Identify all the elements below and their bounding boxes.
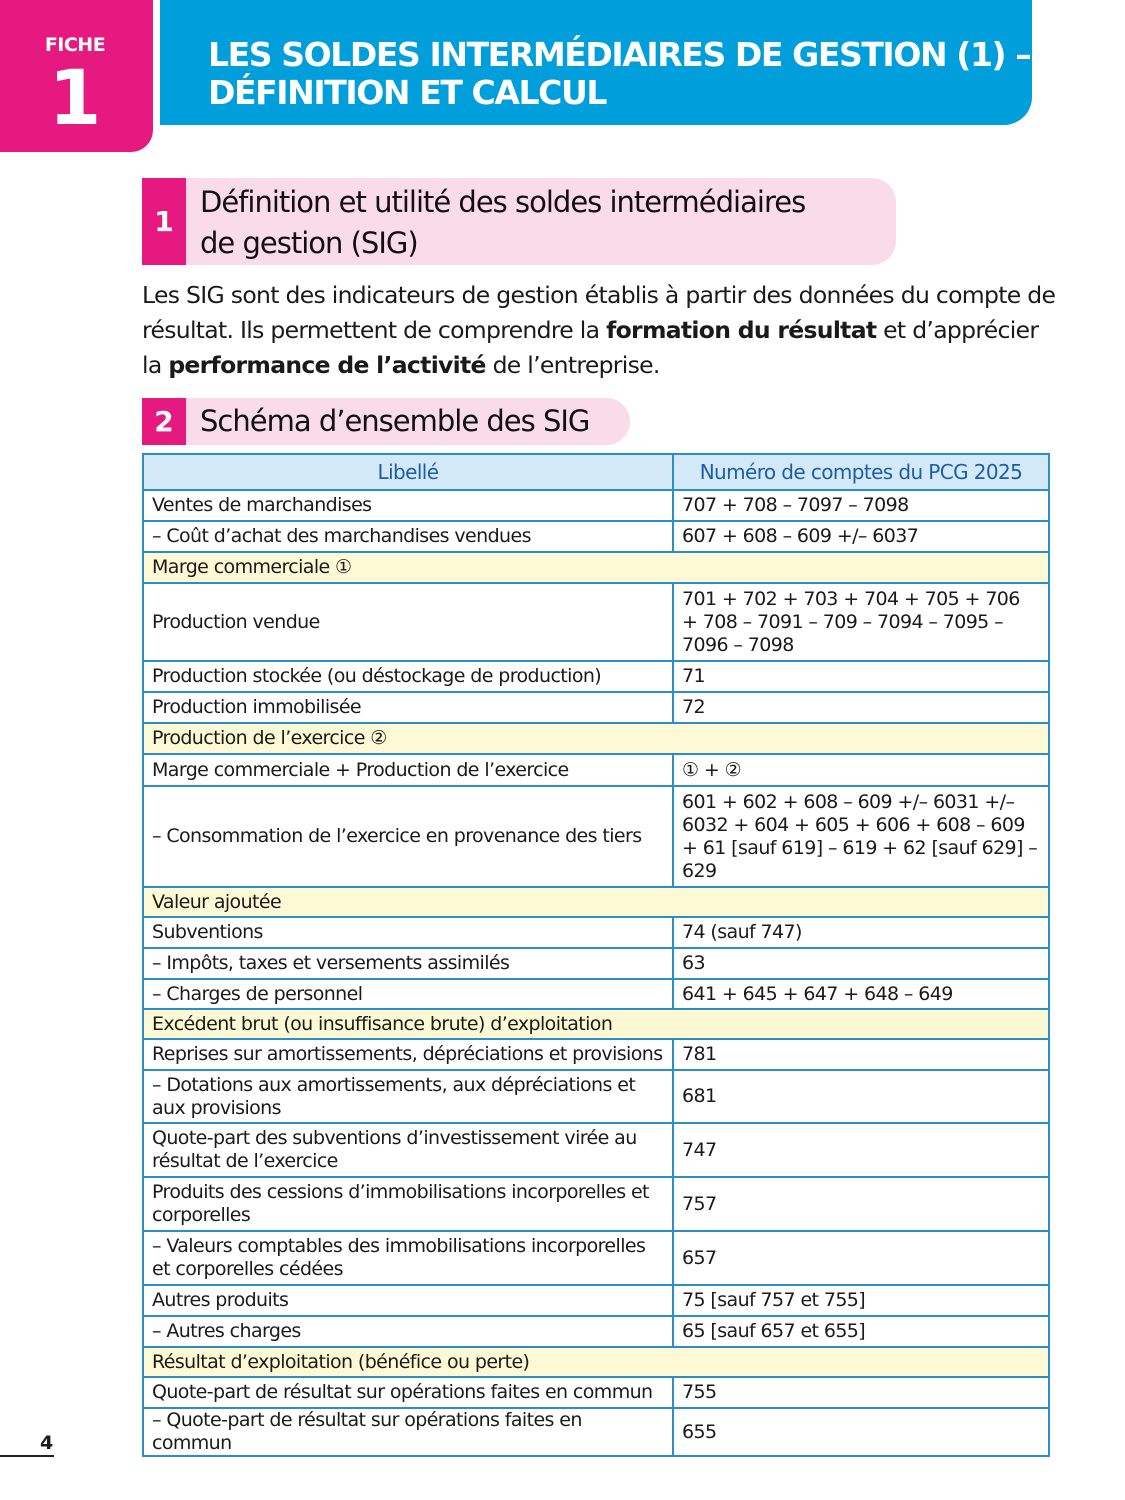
column-header-accounts: Numéro de comptes du PCG 2025 — [673, 454, 1049, 490]
page-title — [208, 36, 1030, 112]
intro-text: Les SIG sont des indicateurs de gestion établis à partir des données du compte de résultat. Ils permettent de comprendre la — [142, 281, 1056, 344]
row-accounts: 657 — [673, 1231, 1049, 1285]
intro-text: de l’entreprise. — [485, 351, 660, 379]
page-number: 4 — [40, 1432, 54, 1454]
table-row — [143, 1285, 1049, 1316]
title-line-2: DÉFINITION ET CALCUL — [208, 73, 606, 112]
subtotal-label: Excédent brut (ou insuffisance brute) d’exploitation — [143, 1009, 1049, 1039]
row-accounts: 681 — [673, 1070, 1049, 1123]
row-label: Production stockée (ou déstockage de production) — [143, 661, 673, 692]
row-accounts: 755 — [673, 1377, 1049, 1408]
title-banner — [160, 0, 1032, 125]
row-label: Ventes de marchandises — [143, 490, 673, 521]
row-label: Production vendue — [143, 583, 673, 661]
title-line-1: LES SOLDES INTERMÉDIAIRES DE GESTION (1) – — [208, 35, 1031, 74]
row-label: – Autres charges — [143, 1316, 673, 1347]
row-label: Quote-part des subventions d’investissement virée au résultat de l’exercice — [143, 1123, 673, 1177]
column-header-libelle: Libellé — [143, 454, 673, 490]
row-accounts: ① + ② — [673, 754, 1049, 786]
row-accounts: 747 — [673, 1123, 1049, 1177]
row-label: Quote-part de résultat sur opérations faites en commun — [143, 1377, 673, 1408]
section-number: 1 — [142, 178, 186, 265]
table-row — [143, 1070, 1049, 1123]
row-accounts: 65 [sauf 657 et 655] — [673, 1316, 1049, 1347]
table-row — [143, 661, 1049, 692]
table-row — [143, 1123, 1049, 1177]
fiche-number: 1 — [48, 53, 102, 142]
row-label: – Coût d’achat des marchandises vendues — [143, 521, 673, 552]
table-row — [143, 1408, 1049, 1456]
row-label: Produits des cessions d’immobilisations incorporelles et corporelles — [143, 1177, 673, 1231]
table-row — [143, 786, 1049, 887]
row-label: – Consommation de l’exercice en provenance des tiers — [143, 786, 673, 887]
row-label: Subventions — [143, 917, 673, 948]
row-label: – Charges de personnel — [143, 979, 673, 1009]
subtotal-label: Marge commerciale ① — [143, 552, 1049, 583]
subtotal-row — [143, 723, 1049, 754]
row-accounts: 701 + 702 + 703 + 704 + 705 + 706 + 708 – 7091 – 709 – 7094 – 7095 – 7096 – 7098 — [673, 583, 1049, 661]
table-row — [143, 1177, 1049, 1231]
table-row — [143, 1231, 1049, 1285]
sig-table — [142, 453, 1050, 1457]
row-label: Autres produits — [143, 1285, 673, 1316]
section-2-heading — [142, 398, 630, 445]
section-title-line-2: de gestion (SIG) — [200, 226, 418, 260]
intro-bold: formation du résultat — [606, 316, 877, 344]
row-accounts: 75 [sauf 757 et 755] — [673, 1285, 1049, 1316]
subtotal-label: Production de l’exercice ② — [143, 723, 1049, 754]
table-row — [143, 583, 1049, 661]
row-accounts: 641 + 645 + 647 + 648 – 649 — [673, 979, 1049, 1009]
row-label: – Dotations aux amortissements, aux dépréciations et aux provisions — [143, 1070, 673, 1123]
row-accounts: 72 — [673, 692, 1049, 723]
row-accounts: 707 + 708 – 7097 – 7098 — [673, 490, 1049, 521]
intro-paragraph — [142, 278, 1057, 383]
row-label: – Quote-part de résultat sur opérations faites en commun — [143, 1408, 673, 1456]
row-accounts: 781 — [673, 1039, 1049, 1070]
fiche-label: FICHE — [44, 34, 106, 56]
row-accounts: 601 + 602 + 608 – 609 +/– 6031 +/– 6032 + 604 + 605 + 606 + 608 – 609 + 61 [sauf 619] – 619 + 62 [sauf 629] – 629 — [673, 786, 1049, 887]
table-row — [143, 979, 1049, 1009]
section-title: Schéma d’ensemble des SIG — [200, 404, 590, 438]
row-label: – Impôts, taxes et versements assimilés — [143, 948, 673, 979]
table-row — [143, 1039, 1049, 1070]
subtotal-row — [143, 1009, 1049, 1039]
row-accounts: 74 (sauf 747) — [673, 917, 1049, 948]
subtotal-row — [143, 887, 1049, 917]
table-row — [143, 917, 1049, 948]
row-label: Reprises sur amortissements, dépréciations et provisions — [143, 1039, 673, 1070]
row-accounts: 655 — [673, 1408, 1049, 1456]
row-accounts: 63 — [673, 948, 1049, 979]
row-accounts: 71 — [673, 661, 1049, 692]
section-title-line-1: Définition et utilité des soldes intermédiaires — [200, 185, 806, 219]
row-accounts: 607 + 608 – 609 +/– 6037 — [673, 521, 1049, 552]
subtotal-label: Valeur ajoutée — [143, 887, 1049, 917]
intro-text: et d’apprécier la — [142, 316, 1039, 379]
row-label: Marge commerciale + Production de l’exercice — [143, 754, 673, 786]
subtotal-label: Résultat d’exploitation (bénéfice ou perte) — [143, 1347, 1049, 1377]
row-label: – Valeurs comptables des immobilisations incorporelles et corporelles cédées — [143, 1231, 673, 1285]
subtotal-row — [143, 1347, 1049, 1377]
table-row — [143, 521, 1049, 552]
fiche-badge — [0, 0, 153, 152]
table-row — [143, 948, 1049, 979]
section-1-heading — [142, 178, 896, 265]
table-row — [143, 1377, 1049, 1408]
table-row — [143, 692, 1049, 723]
row-label: Production immobilisée — [143, 692, 673, 723]
table-row — [143, 754, 1049, 786]
page-number-rule — [0, 1455, 54, 1457]
subtotal-row — [143, 552, 1049, 583]
section-number: 2 — [142, 398, 186, 445]
table-row — [143, 1316, 1049, 1347]
table-row — [143, 490, 1049, 521]
intro-bold: performance de l’activité — [168, 351, 486, 379]
section-title — [200, 182, 805, 264]
row-accounts: 757 — [673, 1177, 1049, 1231]
